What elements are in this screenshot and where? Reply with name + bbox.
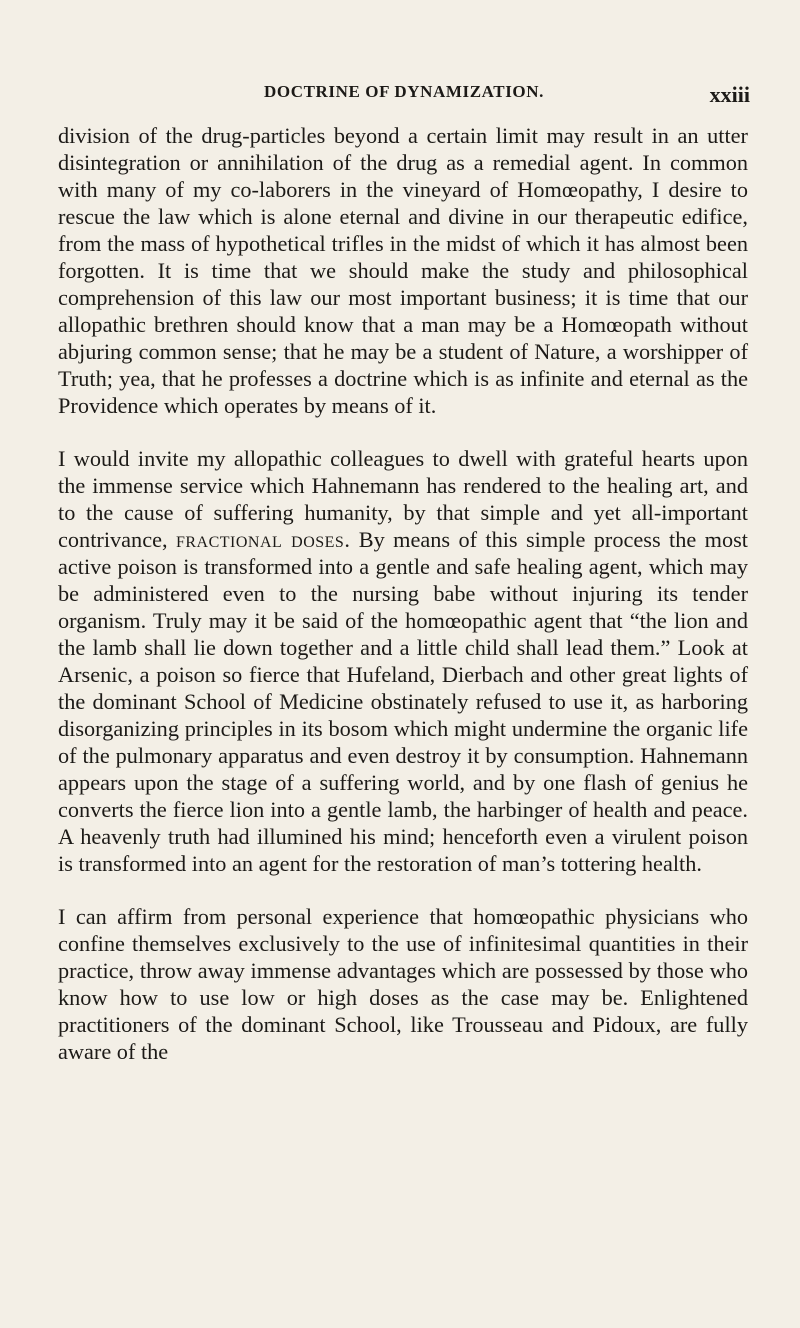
paragraph-2-text-before: I would invite my allopathic colleagues to dwell with grateful hearts upon the immense service which Hahnemann has rendered to the healing art, and to the cause of suffering humanity, by that simple and yet all-important contrivance, bbox=[58, 446, 748, 552]
paragraph-1: division of the drug-particles beyond a certain limit may result in an utter disintegration or annihilation of the drug as a remedial agent. In common with many of my co-laborers in the vineyard of Homœopathy, I desire to rescue the law which is alone eternal and divine in our therapeutic edifice, from the mass of hypothetical trifles in the midst of which it has almost been forgotten. It is time that we should make the study and philosophical comprehension of this law our most important business; it is time that our allopathic brethren should know that a man may be a Homœopath without abjuring common sense; that he may be a student of Nature, a worshipper of Truth; yea, that he professes a doctrine which is as infinite and eternal as the Providence which operates by means of it. bbox=[58, 123, 748, 418]
page-header bbox=[58, 82, 750, 112]
paragraph-2-text-after: By means of this simple process the most active poison is transformed into a gentle and safe healing agent, which may be administered even to the nursing babe without injuring its tender organism. Truly may it be said of the homœopathic agent that “the lion and the lamb shall lie down together and a little child shall lead them.” Look at Arsenic, a poison so fierce that Hufeland, Dierbach and other great lights of the dominant School of Medicine obstinately refused to use it, as harboring disorganizing principles in its bosom which might undermine the organic life of the pulmonary apparatus and even destroy it by consumption. Hahnemann appears upon the stage of a suffering world, and by one flash of genius he converts the fierce lion into a gentle lamb, the harbinger of health and peace. A heavenly truth had illumined his mind; henceforth even a virulent poison is transformed into an agent for the restoration of man’s tottering health. bbox=[58, 527, 748, 876]
body-text bbox=[58, 122, 748, 1065]
fractional-doses-smallcaps: fractional doses. bbox=[175, 527, 351, 552]
paragraph-3: I can affirm from personal experience that homœopathic physicians who confine themselves exclusively to the use of infinitesimal quantities in their practice, throw away immense advantages which are possessed by those who know how to use low or high doses as the case may be. Enlightened practitioners of the dominant School, like Trousseau and Pidoux, are fully aware of the bbox=[58, 904, 748, 1064]
running-title: DOCTRINE OF DYNAMIZATION. bbox=[264, 82, 544, 101]
page-number: xxiii bbox=[709, 82, 750, 107]
paragraph-2 bbox=[58, 445, 748, 877]
